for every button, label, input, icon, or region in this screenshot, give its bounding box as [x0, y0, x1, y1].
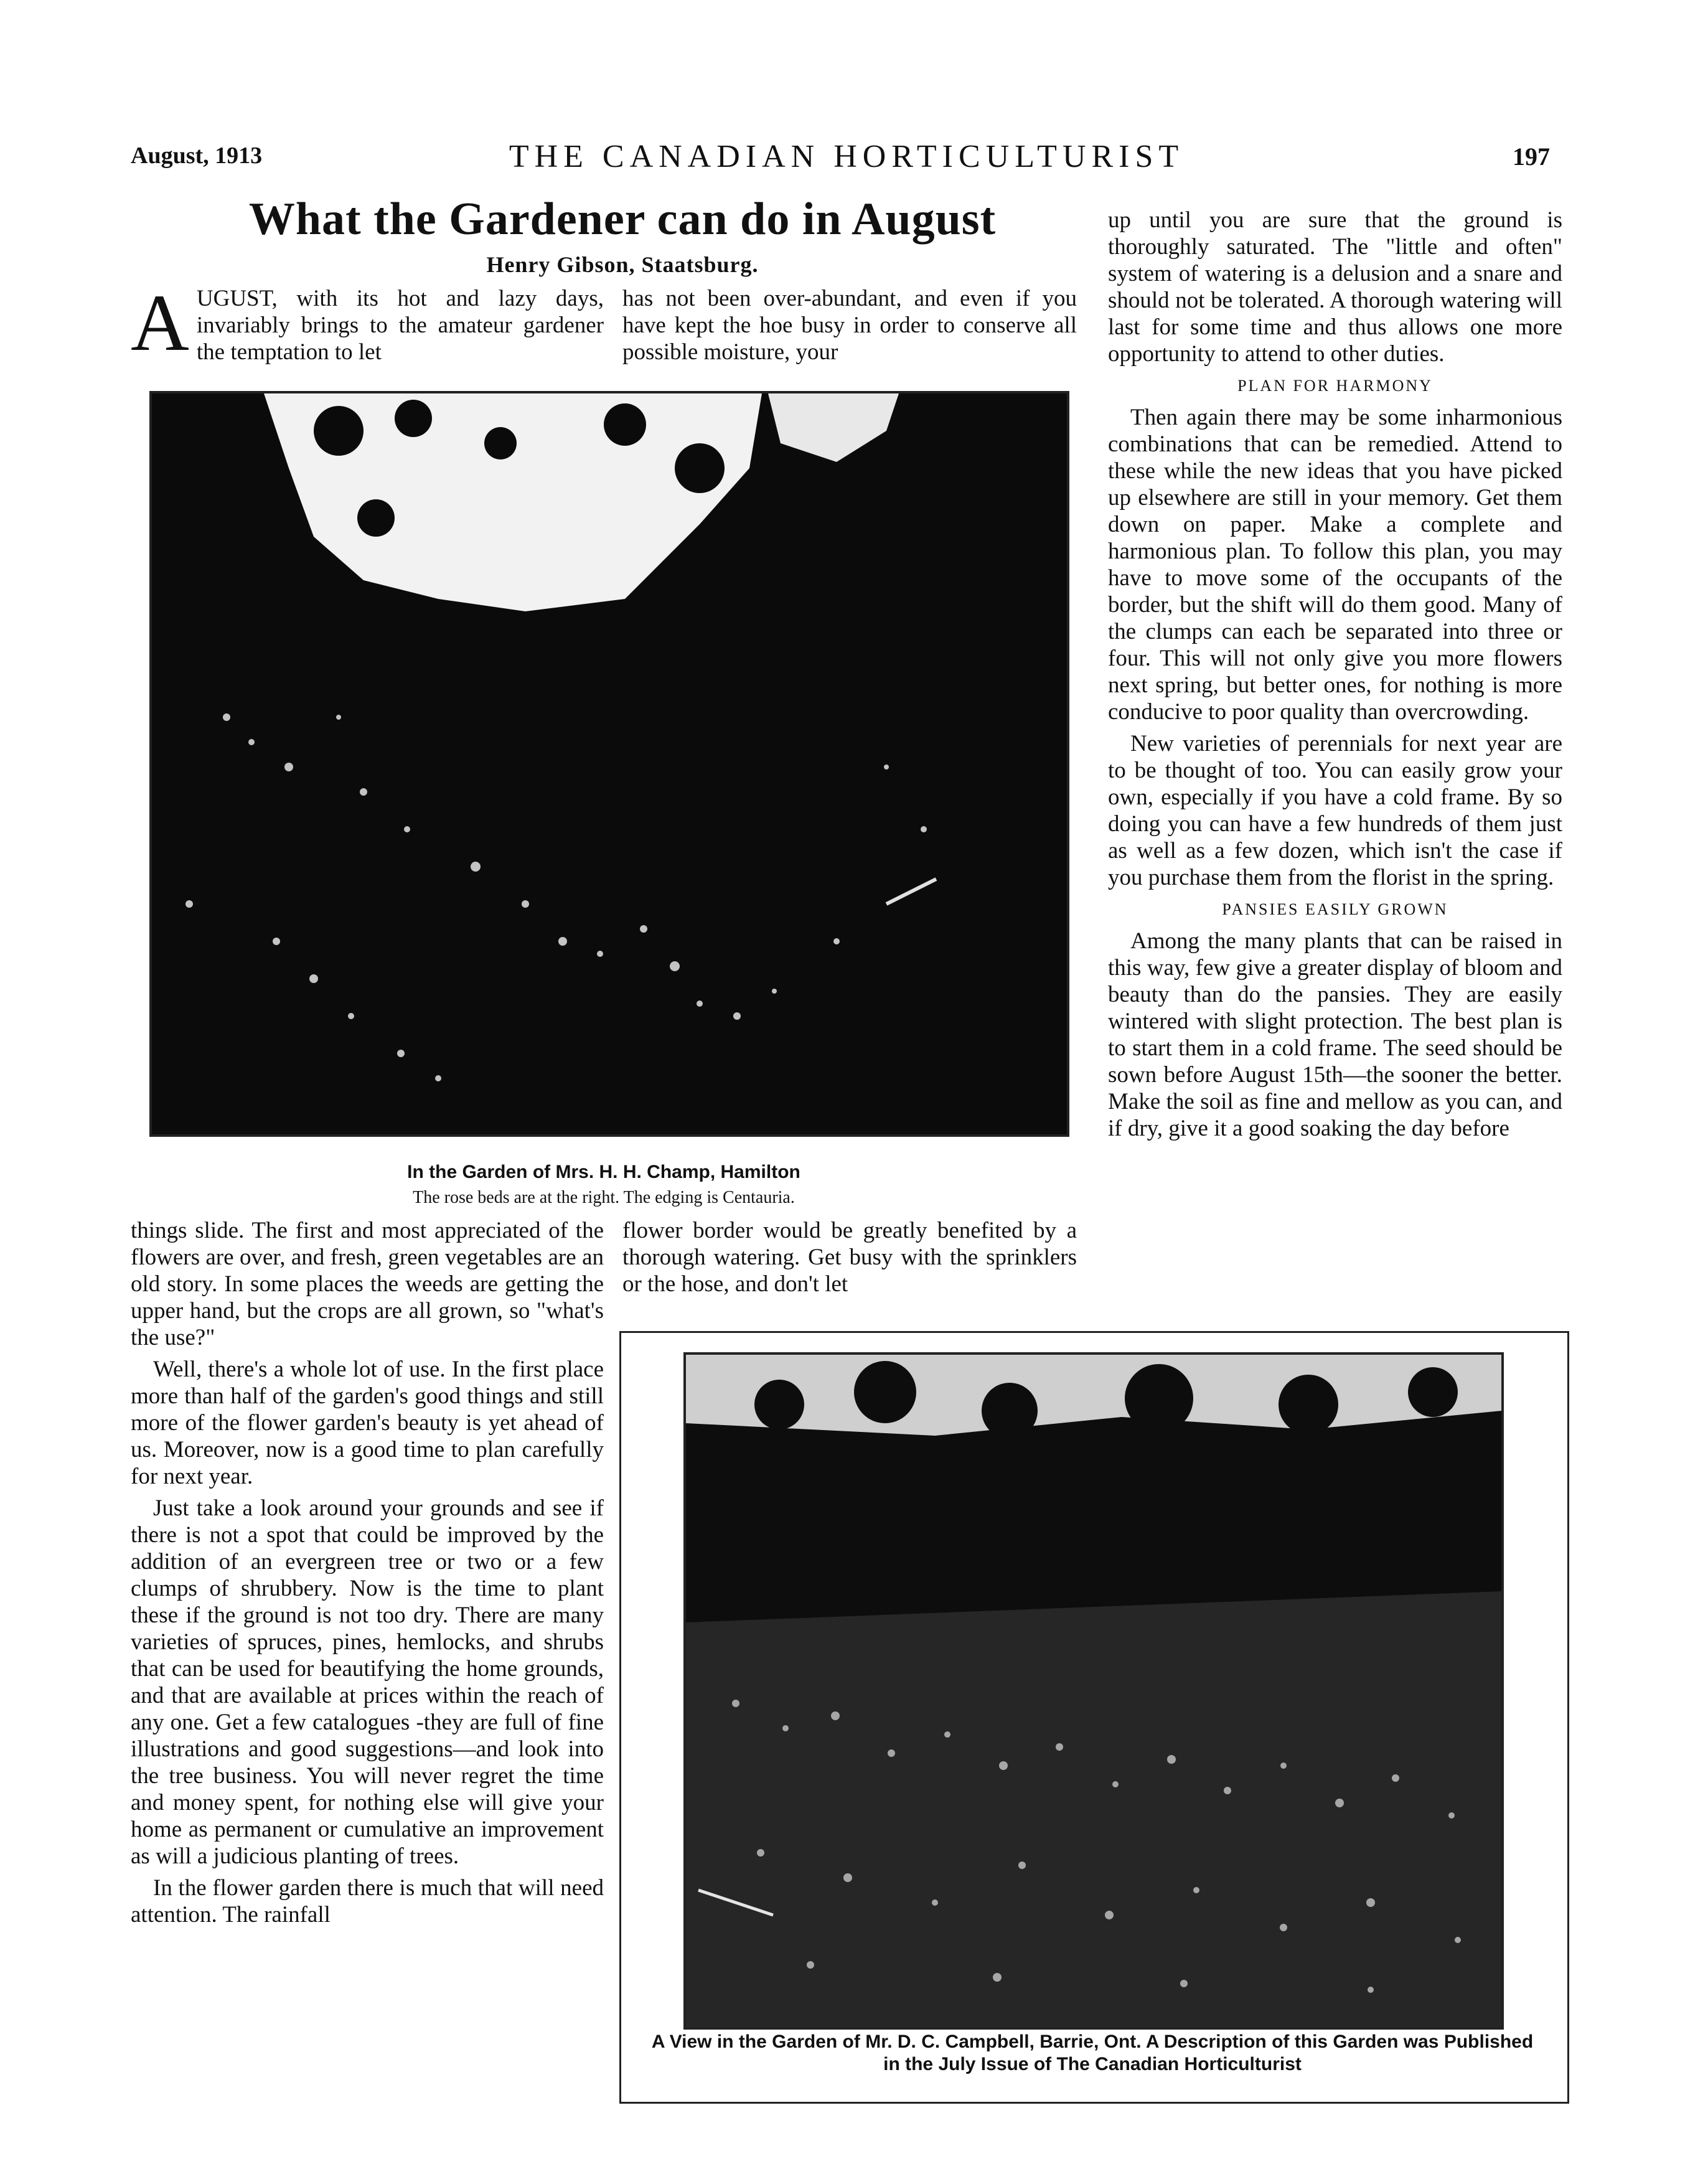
paragraph-continued: has not been over-abundant, and even if you have kept the hoe busy in order to conserve all possible moisture, your: [622, 286, 1077, 365]
issue-date: August, 1913: [131, 143, 263, 169]
photo-1-subcaption: The rose beds are at the right. The edging is Centauria.: [413, 1188, 795, 1207]
paragraph: Well, there's a whole lot of use. In the first place more than half of the garden's good things and still more of the flower garden's beauty is yet ahead of us. Moreover, now is a good time to plan carefully for next year.: [131, 1357, 604, 1489]
article-title: What the Gardener can do in August: [248, 194, 997, 245]
photo-2-caption: A View in the Garden of Mr. D. C. Campbell, Barrie, Ont. A Description of this Garden was Published in the July Issue of The Canadian Horticulturist: [651, 2031, 1534, 2074]
drop-cap: A: [131, 278, 189, 368]
column-1-bottom: [131, 1217, 604, 1933]
paragraph: In the flower garden there is much that will need attention. The rainfall: [131, 1875, 604, 1927]
paragraph-opening: UGUST, with its hot and lazy days, invariably brings to the amateur gardener the temptation to let: [196, 286, 604, 365]
column-1-top: [131, 278, 604, 368]
paragraph: things slide. The first and most appreciated of the flowers are over, and fresh, green vegetables are an old story. In some places the weeds are getting the upper hand, but the crops are all grown, so "what's the use?": [131, 1218, 604, 1350]
paragraph: Just take a look around your grounds and see if there is not a spot that could be improved by the addition of an evergreen tree or two or a few clumps of shrubbery. Now is the time to plant these if the ground is not too dry. There are many varieties of spruces, pines, hemlocks, and shrubs that can be used for beautifying the home grounds, and that are available at prices within the reach of any one. Get a few catalogues -they are full of fine illustrations and good suggestions—and look into the tree business. You will never regret the time and money spent, for nothing else will give your home as permanent or cumulative an improvement as will a judicious planting of trees.: [131, 1495, 604, 1869]
article-byline: Henry Gibson, Staatsburg.: [486, 252, 759, 277]
column-3: [1108, 207, 1562, 1147]
garden-photo-image: [152, 393, 1067, 1134]
paragraph: New varieties of perennials for next year are to be thought of too. You can easily grow your own, especially if you have a cold frame. By so doing you can have a few hundreds of them just as well as a few dozen, which isn't the case if you purchase them from the florist in the spring.: [1108, 731, 1562, 890]
subheading-plan-for-harmony: PLAN FOR HARMONY: [1237, 377, 1433, 395]
paragraph: Among the many plants that can be raised in this way, few give a greater display of bloom and beauty than do the pansies. They are easily wintered with slight protection. The best plan is to start them in a cold frame. The seed should be sown before August 15th—the sooner the better. Make the soil as fine and mellow as you can, and if dry, give it a good soaking the day before: [1108, 928, 1562, 1141]
photo-1-caption: In the Garden of Mrs. H. H. Champ, Hamilton: [407, 1162, 800, 1182]
column-2-top: [622, 285, 1077, 365]
garden-photo-champ: [149, 391, 1069, 1137]
page-number: 197: [1513, 143, 1550, 171]
journal-title: THE CANADIAN HORTICULTURIST: [509, 139, 1185, 174]
garden-photo-campbell: [683, 1352, 1504, 2030]
subheading-pansies-easily-grown: PANSIES EASILY GROWN: [1222, 900, 1448, 918]
paragraph: Then again there may be some inharmonious combinations that can be remedied. Attend to these while the new ideas that you have picked up elsewhere are still in your memory. Get them down on paper. Make a complete and harmonious plan. To follow this plan, you may have to move some of the occupants of the border, but the shift will do them good. Many of the clumps can each be separated into three or four. This will not only give you more flowers next spring, but better ones, for nothing is more conducive to poor quality than overcrowding.: [1108, 405, 1562, 725]
paragraph: up until you are sure that the ground is thoroughly saturated. The "little and often" system of watering is a delusion and a snare and should not be tolerated. A thorough watering will last for some time and thus allows one more opportunity to attend to other duties.: [1108, 207, 1562, 367]
paragraph: flower border would be greatly benefited by a thorough watering. Get busy with the sprinklers or the hose, and don't let: [622, 1218, 1077, 1297]
garden-photo-2-image: [686, 1355, 1501, 2027]
column-2-bottom: [622, 1217, 1077, 1302]
